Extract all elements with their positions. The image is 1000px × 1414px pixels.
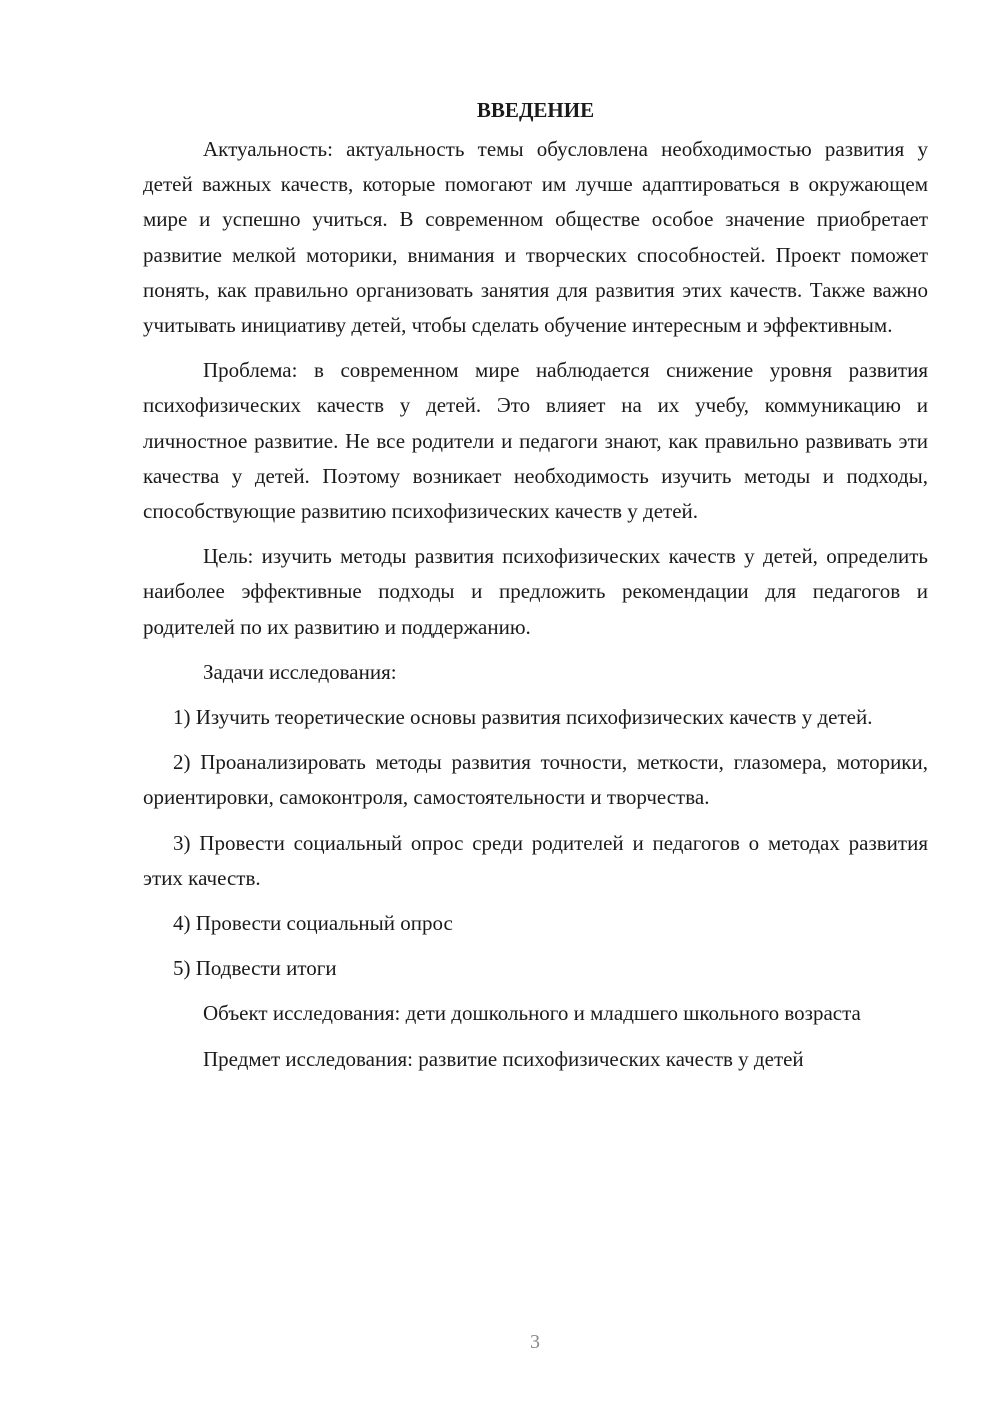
document-page: [143, 93, 928, 1087]
page-number: 3: [530, 1331, 540, 1353]
paragraph-relevance: Актуальность: актуальность темы обусловлена необходимостью развития у детей важных качеств, которые помогают им лучше адаптироваться в окружающем мире и успешно учиться. В современном обществе особое значение приобретает развитие мелкой моторики, внимания и творческих способностей. Проект поможет понять, как правильно организовать занятия для развития этих качеств. Также важно учитывать инициативу детей, чтобы сделать обучение интересным и эффективным.: [143, 137, 928, 338]
paragraph-goal: Цель: изучить методы развития психофизических качеств у детей, определить наиболее эффективные подходы и предложить рекомендации для педагогов и родителей по их развитию и поддержанию.: [143, 544, 928, 639]
task-item-4: 4) Провести социальный опрос: [173, 911, 453, 936]
tasks-heading: Задачи исследования:: [203, 659, 397, 684]
task-item-3: 3) Провести социальный опрос среди родителей и педагогов о методах развития этих качеств.: [143, 830, 928, 890]
paragraph-problem: Проблема: в современном мире наблюдается снижение уровня развития психофизических качеств у детей. Это влияет на их учебу, коммуникацию и личностное развитие. Не все родители и педагоги знают, как правильно развивать эти качества у детей. Поэтому возникает необходимость изучить методы и подходы, способствующие развитию психофизических качеств у детей.: [143, 358, 928, 524]
paragraph-object: Объект исследования: дети дошкольного и младшего школьного возраста: [203, 1001, 861, 1026]
paragraph-subject: Предмет исследования: развитие психофизических качеств у детей: [203, 1046, 804, 1071]
task-item-1: 1) Изучить теоретические основы развития психофизических качеств у детей.: [173, 705, 873, 730]
page-title: ВВЕДЕНИЕ: [476, 98, 595, 122]
task-item-2: 2) Проанализировать методы развития точности, меткости, глазомера, моторики, ориентировки, самоконтроля, самостоятельности и творчества.: [143, 750, 928, 810]
task-item-5: 5) Подвести итоги: [173, 956, 337, 981]
